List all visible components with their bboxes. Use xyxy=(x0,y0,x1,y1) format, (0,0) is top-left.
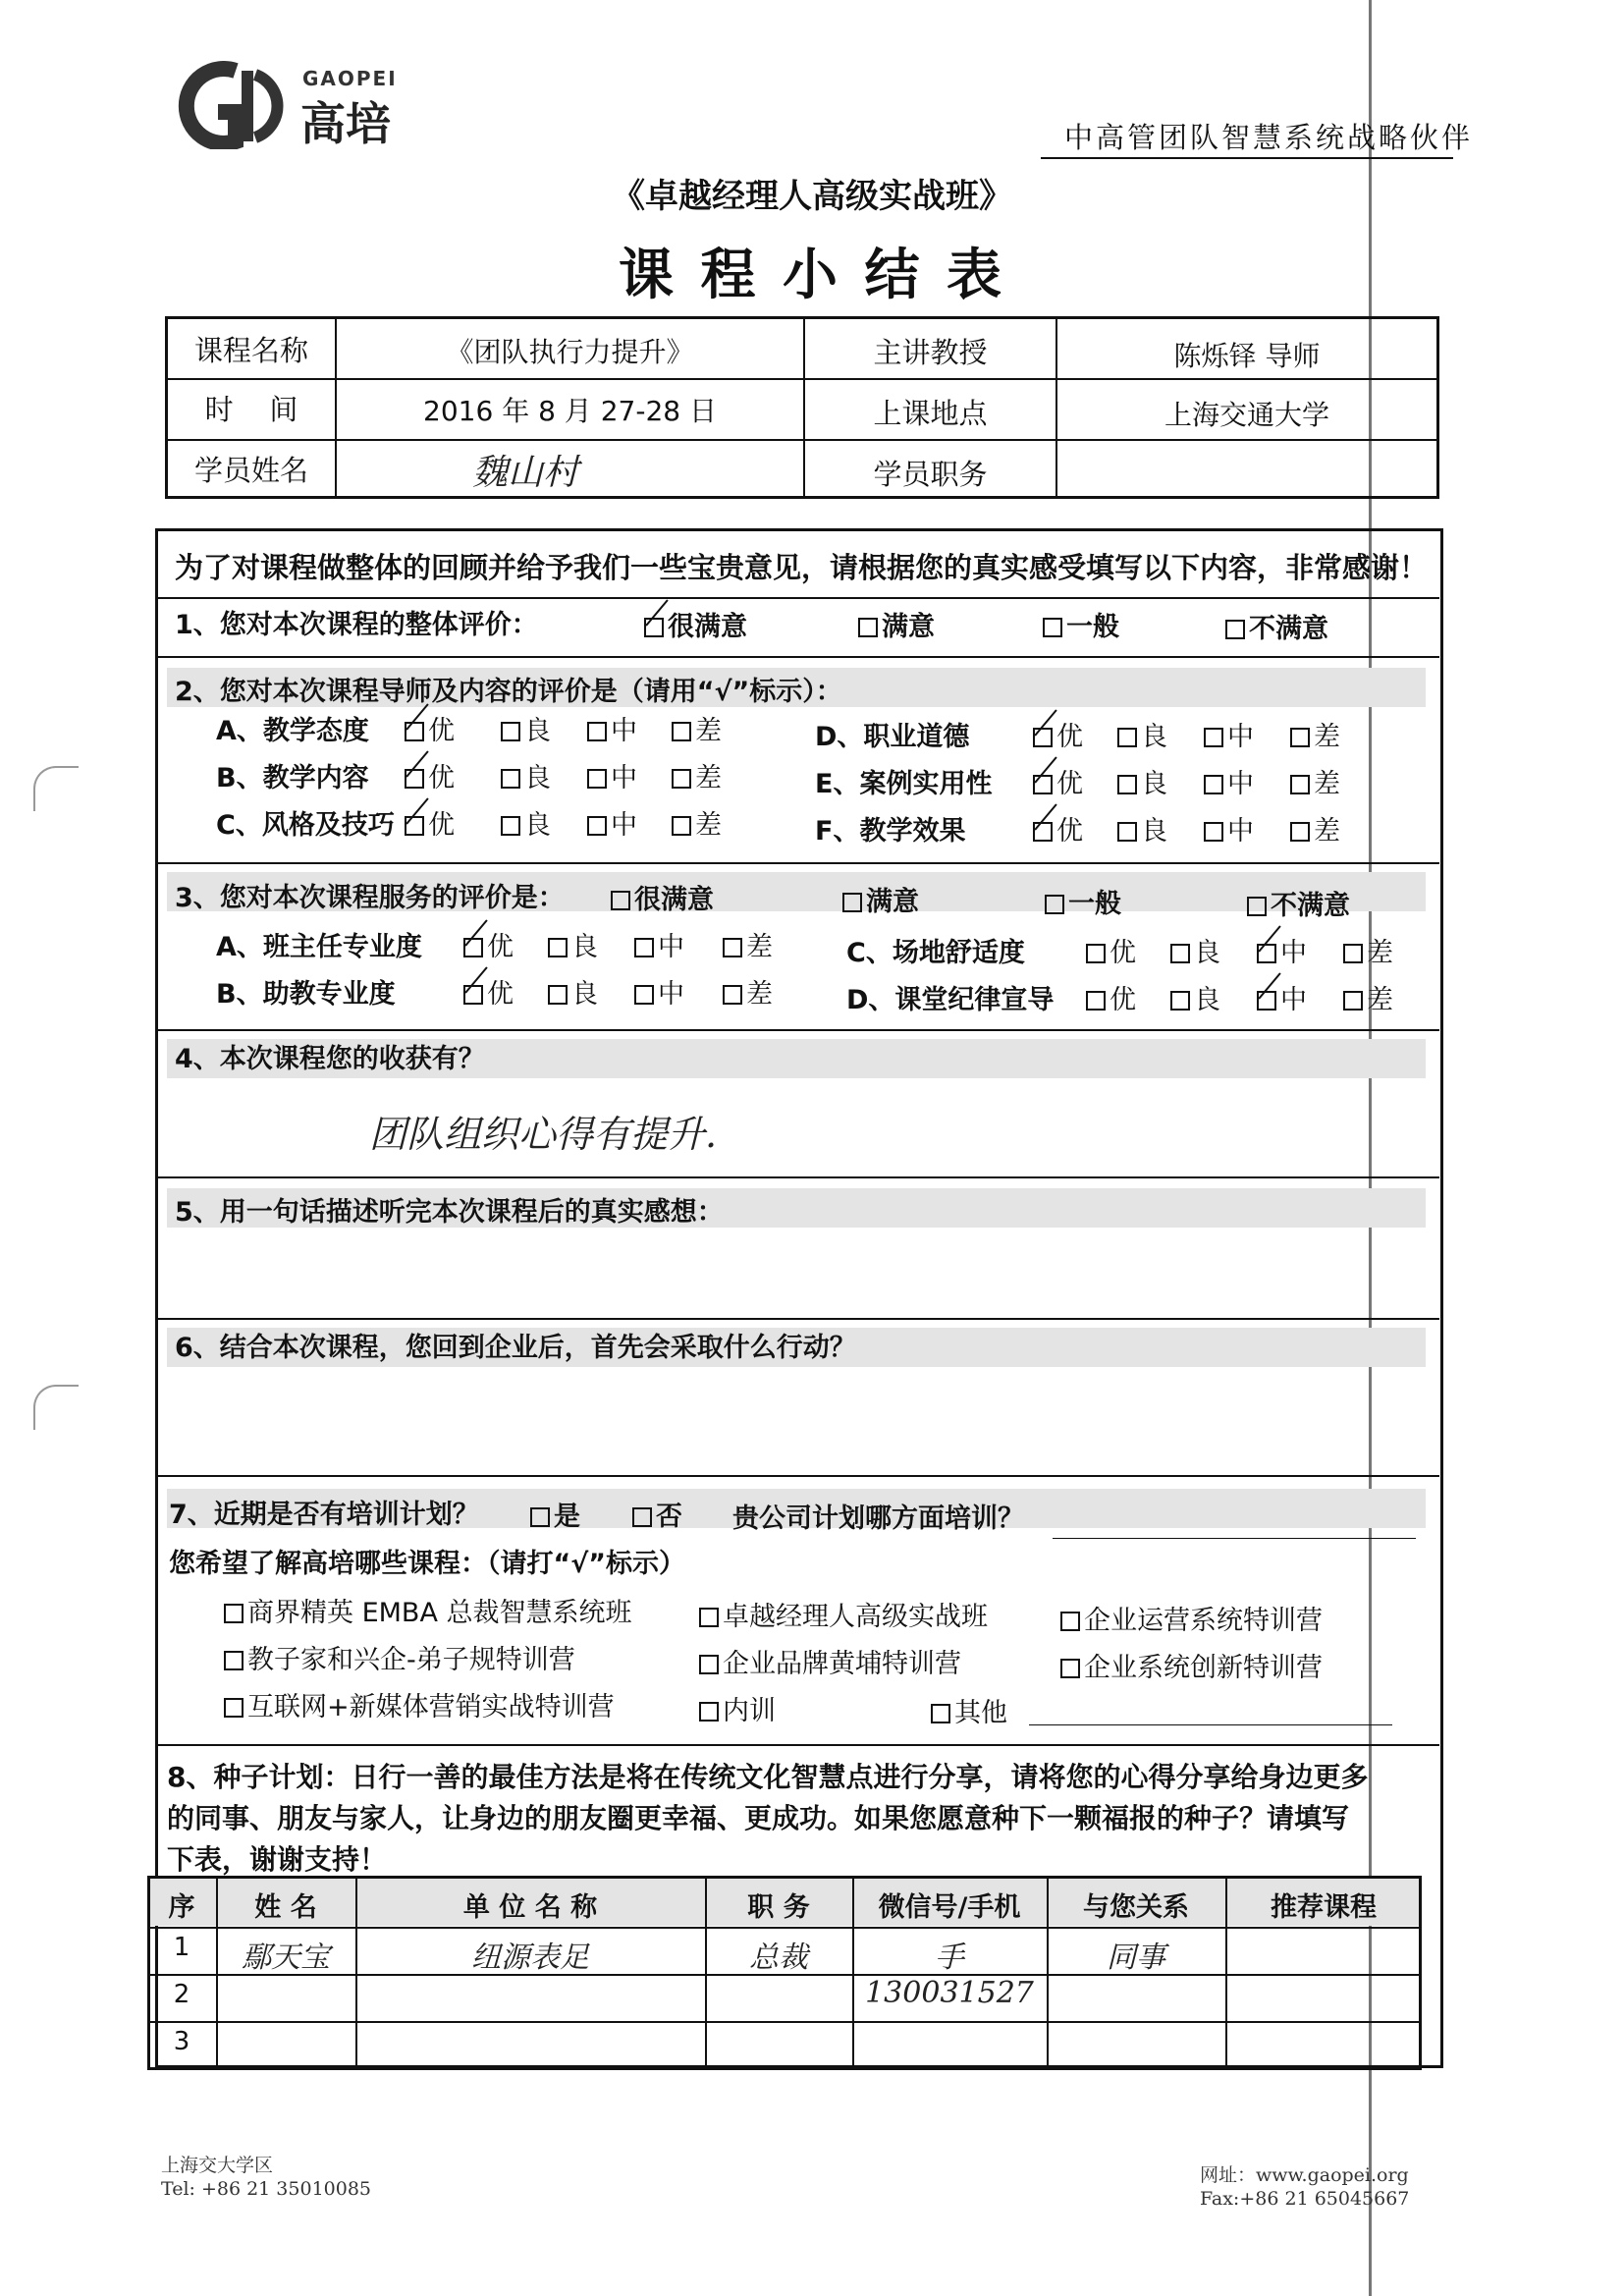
q7-yes-option[interactable]: 是 xyxy=(530,1495,580,1533)
table-header-cell: 姓 名 xyxy=(254,1892,317,1923)
logo-text-small: GAOPEI xyxy=(302,67,398,90)
checkbox-icon[interactable] xyxy=(1290,822,1310,842)
q2-grade-option-label: 良 xyxy=(524,763,551,793)
checkbox-icon[interactable] xyxy=(1060,1659,1080,1678)
checkbox-icon[interactable] xyxy=(858,618,878,637)
table-col-line xyxy=(852,1876,854,2070)
q2-grade-option-label: 中 xyxy=(611,763,637,793)
q2-item-label: E、案例实用性 xyxy=(815,769,993,799)
checkbox-icon[interactable] xyxy=(1086,991,1106,1011)
checkbox-checked-icon[interactable] xyxy=(1257,991,1276,1011)
q2-grade-option[interactable] xyxy=(1204,809,1254,847)
q4-answer-handwritten[interactable]: 团队组织心得有提升. xyxy=(369,1113,718,1156)
q3-grade-option[interactable] xyxy=(1170,931,1220,969)
checkbox-icon[interactable] xyxy=(1225,620,1245,639)
q2-grade-option-label: 良 xyxy=(1141,816,1167,847)
q2-grade-option-label: 差 xyxy=(695,810,722,841)
checkbox-icon[interactable] xyxy=(1290,775,1310,794)
footer-website[interactable]: 网址：www.gaopei.org xyxy=(1200,2164,1409,2186)
time-value: 2016 年 8 月 27-28 日 xyxy=(423,395,717,427)
q3-grade-option-label: 差 xyxy=(746,979,773,1010)
header-rule xyxy=(1041,157,1453,159)
q2-grade-option[interactable] xyxy=(501,803,551,842)
table-cell[interactable]: 同事 xyxy=(1107,1941,1165,1975)
checkbox-icon[interactable] xyxy=(1290,728,1310,747)
position-label: 学员职务 xyxy=(873,458,988,491)
table-col-line xyxy=(1225,1876,1227,2070)
lecturer-label: 主讲教授 xyxy=(873,336,988,369)
location-label: 上课地点 xyxy=(873,397,988,430)
form-title: 课 程 小 结 表 xyxy=(619,244,1005,307)
q3-grade-option-label: 中 xyxy=(658,932,684,962)
checkbox-icon[interactable] xyxy=(501,816,520,836)
q3-grade-option-label: 中 xyxy=(658,979,684,1010)
checkbox-checked-icon[interactable] xyxy=(405,722,424,741)
table-col-line xyxy=(216,1876,218,2070)
logo-mark-icon xyxy=(177,61,295,149)
q2-grade-option[interactable] xyxy=(1117,715,1167,753)
q2-grade-option-label: 良 xyxy=(524,716,551,746)
checkbox-icon[interactable] xyxy=(224,1604,244,1623)
checkbox-icon[interactable] xyxy=(501,722,520,741)
checkbox-icon[interactable] xyxy=(632,1507,652,1527)
checkbox-icon[interactable] xyxy=(699,1655,719,1674)
checkbox-checked-icon[interactable] xyxy=(1033,775,1053,794)
q5-label: 5、用一句话描述听完本次课程后的真实感想： xyxy=(175,1197,724,1228)
q3-grade-option-label: 良 xyxy=(571,932,598,962)
q3-grade-option[interactable] xyxy=(548,925,598,963)
q7-course-option-label: 企业运营系统特训营 xyxy=(1084,1606,1323,1636)
q3-grade-option[interactable] xyxy=(1086,931,1136,969)
q3-grade-option-label: 优 xyxy=(487,979,514,1010)
checkbox-checked-icon[interactable] xyxy=(1033,728,1053,747)
checkbox-icon[interactable] xyxy=(1117,822,1137,842)
q4-label: 4、本次课程您的收获有？ xyxy=(175,1044,485,1074)
q3-item-label: D、课堂纪律宣导 xyxy=(846,985,1055,1015)
checkbox-checked-icon[interactable] xyxy=(463,938,483,957)
q6-label: 6、结合本次课程，您回到企业后，首先会采取什么行动？ xyxy=(175,1333,856,1363)
q2-item-label: A、教学态度 xyxy=(216,716,369,746)
q3-grade-option[interactable] xyxy=(463,972,514,1011)
q3-grade-option-label: 差 xyxy=(746,932,773,962)
q3-grade-option-label: 优 xyxy=(487,932,514,962)
q7-courses-label: 您希望了解高培哪些课程：（请打“√”标示） xyxy=(169,1549,685,1579)
q2-item-label: C、风格及技巧 xyxy=(216,810,395,841)
checkbox-checked-icon[interactable] xyxy=(405,769,424,789)
q2-grade-option[interactable] xyxy=(587,803,637,842)
checkbox-icon[interactable] xyxy=(723,938,742,957)
checkbox-checked-icon[interactable] xyxy=(1257,944,1276,963)
q2-grade-option-label: 优 xyxy=(428,763,455,793)
q7-course-option[interactable] xyxy=(699,1689,776,1727)
q7-course-option[interactable] xyxy=(1060,1599,1323,1637)
q3-grade-option[interactable] xyxy=(548,972,598,1011)
q1-label: 1、您对本次课程的整体评价： xyxy=(175,610,538,640)
q2-grade-option[interactable] xyxy=(1290,715,1340,753)
q3-grade-option[interactable] xyxy=(1170,978,1220,1016)
q2-grade-option-label: 优 xyxy=(1056,722,1083,752)
q3-grade-option-label: 中 xyxy=(1280,985,1307,1015)
checkbox-icon[interactable] xyxy=(224,1698,244,1718)
q2-grade-option-label: 中 xyxy=(1227,816,1254,847)
checkbox-icon[interactable] xyxy=(672,769,691,789)
q2-item-label: B、教学内容 xyxy=(216,763,369,793)
q2-grade-option-label: 中 xyxy=(1227,722,1254,752)
q1-option-dissatisfied[interactable]: 不满意 xyxy=(1225,607,1328,645)
checkbox-icon[interactable] xyxy=(1117,775,1137,794)
checkbox-icon[interactable] xyxy=(530,1507,550,1527)
tagline: 中高管团队智慧系统战略伙伴 xyxy=(1064,121,1474,154)
table-header-cell: 职 务 xyxy=(747,1892,810,1923)
table-row-number: 1 xyxy=(173,1933,190,1962)
q3-item-label: B、助教专业度 xyxy=(216,979,396,1010)
q2-grade-option[interactable] xyxy=(1204,715,1254,753)
q2-item-label: D、职业道德 xyxy=(815,722,970,752)
student-label: 学员姓名 xyxy=(193,454,308,487)
checkbox-icon[interactable] xyxy=(699,1702,719,1722)
q7-plan-label: 贵公司计划哪方面培训？ xyxy=(732,1503,1024,1534)
q3-item-label: C、场地舒适度 xyxy=(846,938,1025,968)
q3-grade-option[interactable] xyxy=(1086,978,1136,1016)
q7-course-option-label: 互联网+新媒体营销实战特训营 xyxy=(247,1692,615,1722)
q2-grade-option-label: 差 xyxy=(1314,722,1340,752)
q7-course-option-label: 企业系统创新特训营 xyxy=(1084,1653,1323,1683)
q3-option-average[interactable]: 一般 xyxy=(1045,882,1121,920)
intro-text: 为了对课程做整体的回顾并给予我们一些宝贵意见，请根据您的真实感受填写以下内容，非常感谢！ xyxy=(175,551,1429,584)
checkbox-icon[interactable] xyxy=(723,985,742,1005)
checkbox-icon[interactable] xyxy=(1204,728,1223,747)
q7-course-option-label: 教子家和兴企-弟子规特训营 xyxy=(247,1645,575,1675)
q2-grade-option[interactable] xyxy=(1117,762,1167,800)
checkbox-icon[interactable] xyxy=(672,722,691,741)
checkbox-icon[interactable] xyxy=(672,816,691,836)
footer-fax: Fax:+86 21 65045667 xyxy=(1200,2188,1410,2210)
q8-line-2: 的同事、朋友与家人，让身边的朋友圈更幸福、更成功。如果您愿意种下一颗福报的种子？请填写 xyxy=(167,1802,1350,1834)
footer-campus: 上海交大学区 xyxy=(161,2155,274,2176)
checkbox-icon[interactable] xyxy=(611,891,630,910)
q2-grade-option[interactable] xyxy=(672,803,722,842)
q3-grade-option-label: 差 xyxy=(1367,938,1393,968)
q3-item-label: A、班主任专业度 xyxy=(216,932,422,962)
checkbox-icon[interactable] xyxy=(1086,944,1106,963)
q2-item-label: F、教学效果 xyxy=(815,816,966,847)
footer-tel: Tel: +86 21 35010085 xyxy=(161,2178,372,2200)
q3-grade-option[interactable] xyxy=(1343,978,1393,1016)
checkbox-checked-icon[interactable] xyxy=(463,985,483,1005)
q7-no-option[interactable]: 否 xyxy=(632,1495,682,1533)
table-row-number: 2 xyxy=(173,1980,190,2009)
q2-grade-option[interactable] xyxy=(501,709,551,747)
q3-grade-option[interactable] xyxy=(1257,978,1307,1016)
table-header-cell: 与您关系 xyxy=(1083,1892,1189,1923)
q7-course-option[interactable] xyxy=(699,1642,961,1680)
table-col-line xyxy=(355,1876,357,2070)
q3-label: 3、您对本次课程服务的评价是： xyxy=(175,883,565,913)
q3-grade-option-label: 优 xyxy=(1110,938,1136,968)
checkbox-icon[interactable] xyxy=(587,769,607,789)
lecturer-value: 陈烁铎 导师 xyxy=(1173,340,1321,372)
course-series-title: 《卓越经理人高级实战班》 xyxy=(612,177,1012,216)
location-value: 上海交通大学 xyxy=(1164,399,1329,431)
q7-course-option[interactable] xyxy=(224,1591,632,1629)
punch-hole-mark xyxy=(33,766,79,811)
q2-grade-option-label: 优 xyxy=(428,810,455,841)
q2-grade-option-label: 良 xyxy=(1141,769,1167,799)
q2-grade-option-label: 差 xyxy=(1314,816,1340,847)
q3-grade-option-label: 优 xyxy=(1110,985,1136,1015)
checkbox-icon[interactable] xyxy=(1204,775,1223,794)
course-name-value: 《团队执行力提升》 xyxy=(446,336,694,368)
q3-grade-option[interactable] xyxy=(463,925,514,963)
checkbox-icon[interactable] xyxy=(634,985,654,1005)
checkbox-checked-icon[interactable] xyxy=(405,816,424,836)
table-header-cell: 序 xyxy=(168,1892,195,1923)
logo-text-big: 高培 xyxy=(300,97,391,150)
q2-grade-option[interactable] xyxy=(405,756,455,794)
q2-grade-option-label: 良 xyxy=(1141,722,1167,752)
q3-grade-option-label: 良 xyxy=(1194,985,1220,1015)
q2-grade-option-label: 优 xyxy=(1056,816,1083,847)
q3-grade-option[interactable] xyxy=(1343,931,1393,969)
q2-grade-option-label: 中 xyxy=(611,810,637,841)
q3-grade-option-label: 中 xyxy=(1280,938,1307,968)
q7-other-answer-line[interactable] xyxy=(1029,1724,1392,1725)
info-table xyxy=(165,316,1439,499)
checkbox-icon[interactable] xyxy=(634,938,654,957)
checkbox-icon[interactable] xyxy=(548,938,568,957)
q3-grade-option-label: 良 xyxy=(1194,938,1220,968)
q3-option-dissatisfied[interactable]: 不满意 xyxy=(1247,884,1350,922)
q3-grade-option[interactable] xyxy=(723,972,773,1011)
course-name-label: 课程名称 xyxy=(193,334,308,367)
table-col-line xyxy=(1047,1876,1049,2070)
checkbox-checked-icon[interactable] xyxy=(644,618,664,637)
table-col-line xyxy=(705,1876,707,2070)
q7-course-option[interactable] xyxy=(1060,1646,1323,1684)
checkbox-icon[interactable] xyxy=(1170,944,1190,963)
table-header-cell: 微信号/手机 xyxy=(878,1892,1021,1923)
q2-grade-option[interactable] xyxy=(1290,762,1340,800)
table-cell[interactable]: 纽源表足 xyxy=(471,1941,589,1975)
q2-label: 2、您对本次课程导师及内容的评价是（请用“√”标示）： xyxy=(175,677,842,707)
q8-line-1: 8、种子计划：日行一善的最佳方法是将在传统文化智慧点进行分享，请将您的心得分享给身边更多 xyxy=(167,1761,1369,1793)
student-name-handwritten[interactable]: 魏山村 xyxy=(472,453,579,493)
q7-course-option-label: 企业品牌黄埔特训营 xyxy=(723,1649,961,1679)
table-row-line xyxy=(147,2021,1422,2023)
q7-course-option[interactable] xyxy=(699,1595,988,1633)
q2-grade-option[interactable] xyxy=(405,709,455,747)
checkbox-icon[interactable] xyxy=(548,985,568,1005)
q2-grade-option-label: 良 xyxy=(524,810,551,841)
q7-course-option[interactable] xyxy=(224,1638,575,1676)
q3-grade-option-label: 良 xyxy=(571,979,598,1010)
checkbox-icon[interactable] xyxy=(931,1704,950,1723)
checkbox-icon[interactable] xyxy=(1170,991,1190,1011)
punch-hole-mark xyxy=(33,1385,79,1430)
checkbox-icon[interactable] xyxy=(1043,618,1062,637)
table-row-line xyxy=(147,1974,1422,1976)
q2-grade-option[interactable] xyxy=(1033,762,1083,800)
q3-grade-option-label: 差 xyxy=(1367,985,1393,1015)
q3-option-satisfied[interactable]: 满意 xyxy=(842,880,919,918)
q2-grade-option-label: 优 xyxy=(428,716,455,746)
q2-grade-option[interactable] xyxy=(672,709,722,747)
q2-grade-option[interactable] xyxy=(1204,762,1254,800)
q7-course-option[interactable] xyxy=(224,1685,615,1723)
checkbox-icon[interactable] xyxy=(1343,944,1363,963)
q1-option-average[interactable]: 一般 xyxy=(1043,605,1119,643)
checkbox-icon[interactable] xyxy=(224,1651,244,1670)
q7-label: 7、近期是否有培训计划？ xyxy=(169,1500,479,1530)
checkbox-icon[interactable] xyxy=(501,769,520,789)
q7-course-option-label: 其他 xyxy=(954,1698,1007,1728)
q2-grade-option-label: 优 xyxy=(1056,769,1083,799)
q3-grade-option[interactable] xyxy=(723,925,773,963)
checkbox-icon[interactable] xyxy=(1204,822,1223,842)
checkbox-icon[interactable] xyxy=(1343,991,1363,1011)
table-header-cell: 单 位 名 称 xyxy=(462,1892,598,1923)
q2-grade-option-label: 差 xyxy=(695,763,722,793)
checkbox-icon[interactable] xyxy=(1045,895,1064,914)
q7-course-option-label: 商界精英 EMBA 总裁智慧系统班 xyxy=(247,1598,632,1628)
checkbox-icon[interactable] xyxy=(587,816,607,836)
q7-plan-answer-line[interactable] xyxy=(1053,1538,1416,1539)
table-row-line xyxy=(147,1927,1422,1929)
checkbox-icon[interactable] xyxy=(587,722,607,741)
q2-grade-option-label: 差 xyxy=(1314,769,1340,799)
q2-grade-option[interactable] xyxy=(672,756,722,794)
table-row-number: 3 xyxy=(173,2027,190,2056)
checkbox-icon[interactable] xyxy=(1060,1612,1080,1631)
q2-grade-option[interactable] xyxy=(501,756,551,794)
table-header-cell: 推荐课程 xyxy=(1271,1892,1377,1923)
q2-grade-option-label: 中 xyxy=(1227,769,1254,799)
q2-grade-option[interactable] xyxy=(587,709,637,747)
gaopei-logo xyxy=(177,61,412,149)
q2-grade-option[interactable] xyxy=(1290,809,1340,847)
table-cell[interactable]: 总裁 xyxy=(749,1941,808,1975)
q1-option-satisfied[interactable]: 满意 xyxy=(858,605,935,643)
checkbox-icon[interactable] xyxy=(1117,728,1137,747)
q2-grade-option-label: 中 xyxy=(611,716,637,746)
q8-line-3: 下表，谢谢支持！ xyxy=(167,1843,388,1876)
q7-course-option[interactable] xyxy=(931,1691,1007,1729)
checkbox-icon[interactable] xyxy=(699,1608,719,1627)
q2-grade-option[interactable] xyxy=(1117,809,1167,847)
time-label: 时 间 xyxy=(204,393,298,426)
q2-grade-option[interactable] xyxy=(1033,809,1083,847)
q3-grade-option[interactable] xyxy=(1257,931,1307,969)
checkbox-icon[interactable] xyxy=(842,893,862,912)
q7-course-option-label: 内训 xyxy=(723,1696,776,1726)
table-cell[interactable]: 手130031527 xyxy=(865,1941,1034,2010)
q2-grade-option-label: 差 xyxy=(695,716,722,746)
q2-grade-option[interactable] xyxy=(405,803,455,842)
q3-grade-option[interactable] xyxy=(634,925,684,963)
q2-grade-option[interactable] xyxy=(587,756,637,794)
q7-course-option-label: 卓越经理人高级实战班 xyxy=(723,1602,988,1632)
checkbox-icon[interactable] xyxy=(1247,897,1267,916)
table-cell[interactable]: 鄢天宝 xyxy=(242,1941,330,1975)
q3-grade-option[interactable] xyxy=(634,972,684,1011)
q1-option-very-satisfied[interactable]: 很满意 xyxy=(644,605,747,643)
q2-grade-option[interactable] xyxy=(1033,715,1083,753)
q3-option-very-satisfied[interactable]: 很满意 xyxy=(611,878,714,916)
checkbox-checked-icon[interactable] xyxy=(1033,822,1053,842)
